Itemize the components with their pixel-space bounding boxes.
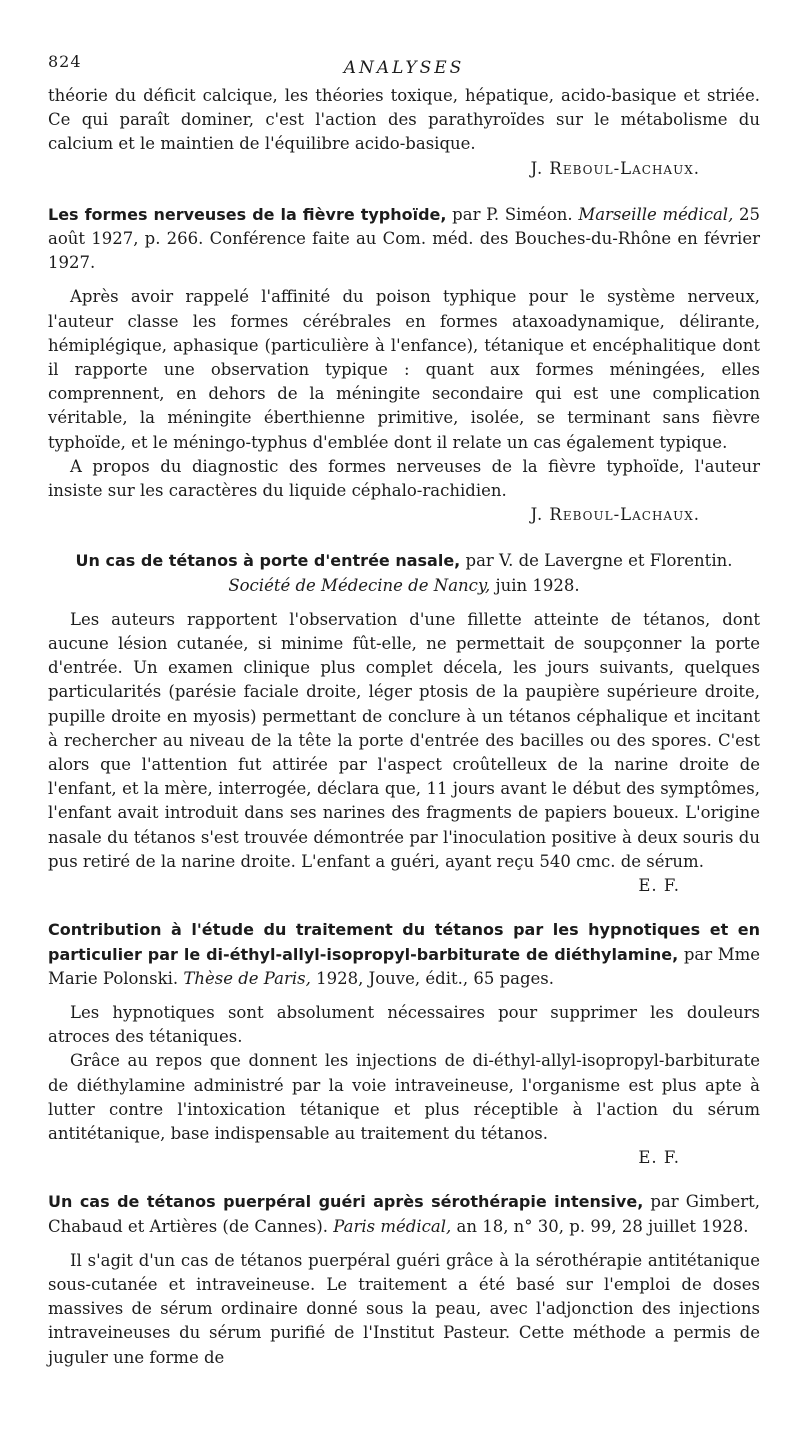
article-source: Marseille médical, (578, 204, 734, 224)
article (48, 203, 760, 528)
article-paragraph: Grâce au repos que donnent les injections de di-éthyl-allyl-isopropyl-barbiturate de diéthylamine administré par la voie intraveineuse, l'organisme est plus apte à lutter contre l'intoxication tétanique et plus réceptible à l'action du sérum antitétanique, base indispensable au traitement du tétanos. (48, 1051, 760, 1143)
article-title: Les formes nerveuses de la fièvre typhoïde, (48, 204, 447, 224)
page-header (48, 52, 760, 80)
article (48, 918, 760, 1170)
continuation-text: théorie du déficit calcique, les théories toxique, hépatique, acido-basique et striée. Ce qui paraît dominer, c'est l'action des parathyroïdes sur le métabolisme du calcium et le maintien de l'équilibre acido-basique. (48, 86, 760, 154)
signature: E. F. (638, 1148, 680, 1168)
signature: E. F. (638, 876, 680, 896)
signature: J. Reboul-Lachaux. (530, 158, 700, 178)
article-heading (48, 549, 760, 597)
article-paragraph-text: A propos du diagnostic des formes nerveuses de la fièvre typhoïde, l'auteur insiste sur les caractères du liquide céphalo-rachidien. (48, 456, 760, 501)
article-details: 25 août 1927, p. 266. Conférence faite au Com. méd. des Bouches-du-Rhône en février 1927. (48, 204, 760, 273)
article-details: an 18, n° 30, p. 99, 28 juillet 1928. (456, 1216, 749, 1236)
page (48, 52, 760, 1370)
article-byline: par P. Siméon. (452, 204, 573, 224)
article-source: Thèse de Paris, (183, 968, 311, 988)
article-source: Paris médical, (333, 1216, 452, 1236)
article-paragraph (48, 455, 760, 503)
article-paragraph: Les auteurs rapportent l'observation d'une fillette atteinte de tétanos, dont aucune lésion cutanée, si minime fût-elle, ne permettait de soupçonner la porte d'entrée. Un examen clinique plus complet décela, les jours suivants, quelques particularités (parésie faciale droite, léger ptosis de la paupière supérieure droite, pupille droite en myosis) permettant de conclure à un tétanos céphalique et incitant à rechercher au niveau de la tête la porte d'entrée des bacilles ou des spores. C'est alors que l'attention fut attirée par l'aspect croûtelleux de la narine droite de l'enfant, et la mère, interrogée, déclara que, 11 jours avant le début des symptômes, l'enfant avait introduit dans ses narines des fragments de papiers boueux. L'origine nasale du tétanos s'est trouvée démontrée par l'inoculation positive à deux souris du pus retiré de la narine droite. L'enfant a guéri, ayant reçu 540 cmc. de sérum. (48, 609, 760, 871)
article-heading (48, 1190, 760, 1238)
article (48, 549, 760, 898)
article-paragraph: Il s'agit d'un cas de tétanos puerpéral guéri grâce à la sérothérapie antitétanique sous-cutanée et intraveineuse. Le traitement a été basé sur l'emploi de doses massives de sérum ordinaire donné sous la peau, avec l'adjonction des injections intraveineuses du sérum purifié de l'Institut Pasteur. Cette méthode a permis de juguler une forme de (48, 1250, 760, 1367)
article-heading (48, 918, 760, 991)
article-byline: par V. de Lavergne et Florentin. (465, 551, 733, 571)
page-number: 824 (48, 52, 82, 71)
article-details: juin 1928. (495, 575, 580, 595)
article-title: Contribution à l'étude du traitement du tétanos par les hypnotiques et en particulier par le di-éthyl-allyl-isopropyl-barbiturate de diéthylamine, (48, 920, 760, 964)
running-title: ANALYSES (343, 58, 465, 78)
article-heading (48, 203, 760, 276)
article-title: Un cas de tétanos à porte d'entrée nasale, (75, 551, 461, 571)
article-title: Un cas de tétanos puerpéral guéri après sérothérapie intensive, (48, 1192, 644, 1212)
article-source: Société de Médecine de Nancy, (228, 575, 491, 595)
article-byline: par Gimbert, Chabaud et Artières (de Cannes). (48, 1192, 761, 1236)
article (48, 1190, 760, 1369)
article-paragraph: Les hypnotiques sont absolument nécessaires pour supprimer les douleurs atroces des tétaniques. (48, 1002, 760, 1047)
article-byline: par Mme Marie Polonski. (48, 944, 760, 988)
article-details: 1928, Jouve, édit., 65 pages. (316, 968, 555, 988)
continuation-block (48, 84, 760, 181)
article-paragraph: Après avoir rappelé l'affinité du poison typhique pour le système nerveux, l'auteur classe les formes cérébrales en formes ataxoadynamique, délirante, hémiplégique, aphasique (particulière à l'enfance), tétanique et encéphalitique dont il rapporte une observation typique : quant aux formes méningées, elles comprennent, en dehors de la méningite secondaire qui est une complication véritable, la méningite éberthienne primitive, isolée, se terminant sans fièvre typhoïde, et le méningo-typhus d'emblée dont il relate un cas également typique. (48, 287, 760, 452)
signature: J. Reboul-Lachaux. (530, 505, 700, 525)
